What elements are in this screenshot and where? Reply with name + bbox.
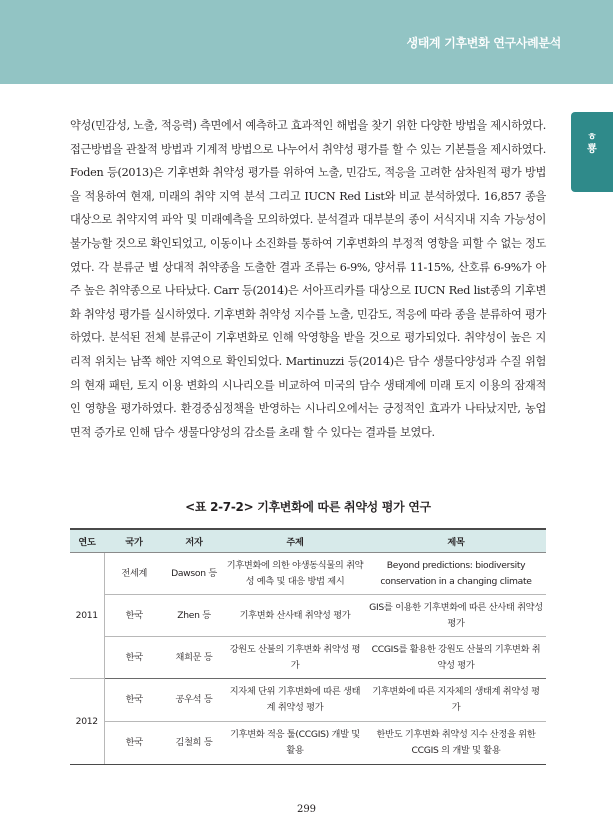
author-cell: 공우석 등 <box>164 679 224 722</box>
body-paragraph: 약성(민감성, 노출, 적응력) 측면에서 예측하고 효과적인 해법을 찾기 위한 다양한 방법을 제시하였다. 접근방법을 관찰적 방법과 기계적 방법으로 나누어서 취약성 평가를 할 수 있는 기본틀을 제시하였다. Foden 등(2013)은 기후변화 취약성 평가를 위하여 노출, 민감도, 적응을 고려한 삼차원적 평가 방법을 적용하여 현재, 미래의 취약 지역 분석 그리고 IUCN Red List와 비교 분석하였다. 16,857 종을 대상으로 취약지역 파악 및 미래예측을 모의하였다. 분석결과 대부분의 종이 서식지내 지속 가능성이 불가능할 것으로 확인되었고, 이동이나 소진화를 통하여 기후변화의 부정적 영향을 피할 수 없는 정도였다. 각 분류군 별 상대적 취약종을 도출한 결과 조류는 6-9%, 양서류 11-15%, 산호류 6-9%가 아주 높은 취약종으로 나타났다. Carr 등(2014)은 서아프리카를 대상으로 IUCN Red list종의 기후변화 취약성 평가를 실시하였다. 기후변화 취약성 지수를 노출, 민감도, 적응에 따라 종을 분류하여 평가하였다. 분석된 전체 분류군이 기후변화로 인해 악영향을 받을 것으로 평가되었다. 취약성이 높은 지리적 위치는 남쪽 해안 지역으로 확인되었다. Martinuzzi 등(2014)은 담수 생물다양성과 수질 위험의 현재 패턴, 토지 이용 변화의 시나리오를 비교하여 미국의 담수 생태계에 미래 토지 이용의 잠재적인 영향을 평가하였다. 환경중심정책을 반영하는 시나리오에서는 긍정적인 효과가 나타났지만, 농업면적 증가로 인해 담수 생물다양성의 감소를 초래 할 수 있다는 결과를 보였다. <box>70 119 546 439</box>
author-cell: Zhen 등 <box>164 595 224 637</box>
column-header-topic: 주제 <box>224 529 366 553</box>
author-cell: 김철희 등 <box>164 722 224 765</box>
topic-cell: 지자체 단위 기후변화에 따른 생태계 취약성 평가 <box>224 679 366 722</box>
title-cell: Beyond predictions: biodiversity conservation in a changing climate <box>366 553 546 595</box>
country-cell: 한국 <box>104 637 164 679</box>
country-cell: 한국 <box>104 722 164 765</box>
table-row <box>70 553 546 595</box>
country-cell: 한국 <box>104 595 164 637</box>
author-cell: 채희문 등 <box>164 637 224 679</box>
title-cell: GIS를 이용한 기후변화에 따른 산사태 취약성 평가 <box>366 595 546 637</box>
topic-cell: 강원도 산불의 기후변화 취약성 평가 <box>224 637 366 679</box>
table-row <box>70 679 546 722</box>
table-row <box>70 637 546 679</box>
table-row <box>70 722 546 765</box>
vulnerability-study-table <box>70 528 546 765</box>
column-header-country: 국가 <box>104 529 164 553</box>
title-cell: 기후변화에 따른 지자체의 생태계 취약성 평가 <box>366 679 546 722</box>
topic-cell: 기후변화 적응 툴(CCGIS) 개발 및 활용 <box>224 722 366 765</box>
column-header-year: 연도 <box>70 529 104 553</box>
author-cell: Dawson 등 <box>164 553 224 595</box>
table-caption: <표 2-7-2> 기후변화에 따른 취약성 평가 연구 <box>185 500 431 514</box>
title-cell: 한반도 기후변화 취약성 지수 산정을 위한 CCGIS 의 개발 및 활용 <box>366 722 546 765</box>
column-header-title: 제목 <box>366 529 546 553</box>
chapter-side-tab <box>571 112 613 192</box>
chapter-side-tab-label: ㅎ 뿅 <box>587 132 597 155</box>
country-cell: 전세계 <box>104 553 164 595</box>
column-header-author: 저자 <box>164 529 224 553</box>
title-cell: CCGIS를 활용한 강원도 산불의 기후변화 취약성 평가 <box>366 637 546 679</box>
year-cell: 2012 <box>70 679 104 765</box>
table-header-row <box>70 529 546 553</box>
country-cell: 한국 <box>104 679 164 722</box>
topic-cell: 기후변화에 의한 야생동식물의 취약성 예측 및 대응 방법 제시 <box>224 553 366 595</box>
running-header-title: 생태계 기후변화 연구사례분석 <box>406 36 561 50</box>
topic-cell: 기후변화 산사태 취약성 평가 <box>224 595 366 637</box>
table-row <box>70 595 546 637</box>
page-number: 299 <box>296 804 317 815</box>
year-cell: 2011 <box>70 553 104 679</box>
